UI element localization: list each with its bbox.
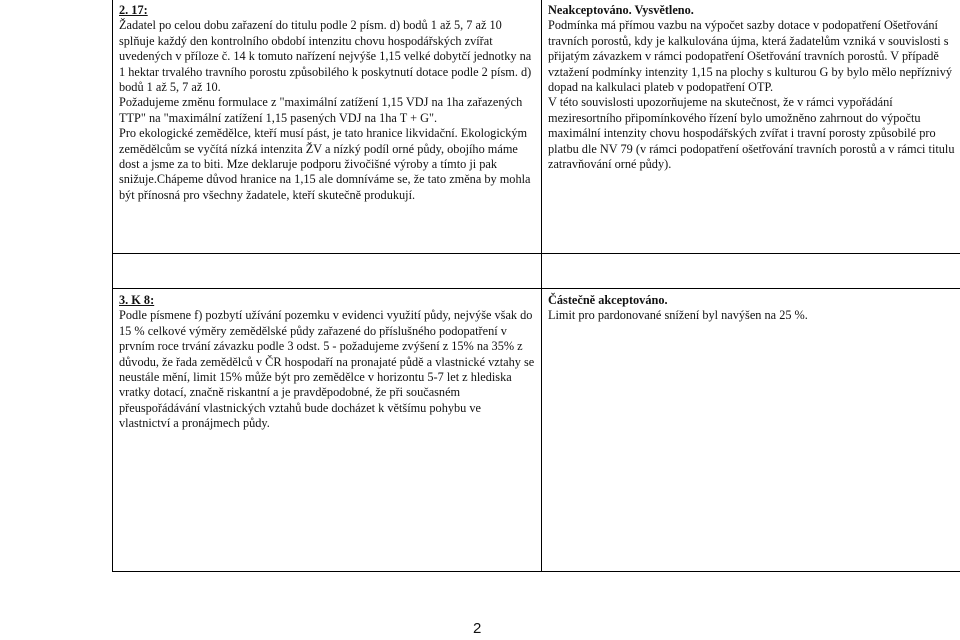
comment-paragraph: Podle písmene f) pozbytí užívání pozemku v evidenci využití půdy, nejvýše však do 15 % celkové výměry zemědělské půdy zařazené do příslušného podopatření v prvním roce trvání závazku podle 3 odst. 5 - požadujeme zvýšení z 15% na 35% z důvodu, že řada zemědělců v ČR hospodaří na pronajaté půdě a vlastnické vztahy se neustále mění, limit 15% může být pro zemědělce v horizontu 5-7 let z hlediska vratky dotací, značně riskantní a je pravděpodobné, že při současném přeuspořádávání vlastnických vztahů bude docházet k většímu pohybu ve vlastnictví a pronájmech půdy. [119, 308, 535, 431]
page-number: 2 [473, 620, 482, 637]
response-paragraph: Podmínka má přímou vazbu na výpočet sazby dotace v podopatření Ošetřování travních porostů, kdy je kalkulována újma, která žadatelům vzniká v souvislosti s přijatým závazkem v rámci podopatření Ošetřování travních porostů. V případě vztažení podmínky intenzity 1,15 na plochy s kulturou G by bylo mělo nepříznivý dopad na kalkulaci plateb v podopatření OTP. [548, 18, 953, 95]
response-paragraph: Limit pro pardonované snížení byl navýšen na 25 %. [548, 308, 808, 323]
comment-paragraph: Požadujeme změnu formulace z "maximální zatížení 1,15 VDJ na 1ha zařazených TTP" na "maximální zatížení 1,15 pasených VDJ na 1ha T + G". [119, 95, 523, 125]
comment-cell [113, 289, 542, 572]
comment-paragraph: Pro ekologické zemědělce, kteří musí pást, je tato hranice likvidační. Ekologickým zemědělcům se vyčítá nízká intenzita ŽV a nízký podíl orné půdy, obojího máme dost a jsme za to biti. Mze deklaruje podporu živočišné výroby a tímto ji pak snižuje.Chápeme důvod hranice na 1,15 ale domníváme se, že tato změna by mohla být přínosná pro všechny žadatele, kteří skutečně produkují. [119, 126, 531, 202]
response-cell [542, 289, 960, 572]
spacer-row [113, 254, 960, 289]
table-row [113, 289, 960, 572]
comments-table [112, 0, 960, 572]
comment-header: 2. 17: [119, 3, 148, 17]
response-cell [542, 0, 960, 254]
comment-cell [113, 0, 542, 254]
response-paragraph: V této souvislosti upozorňujeme na skutečnost, že v rámci vypořádání meziresortního připomínkového řízení bylo umožněno zahrnout do výpočtu maximální intenzity chovu hospodářských zvířat i travní porosty způsobilé pro platbu dle NV 79 (v rámci podopatření ošetřování travních porostů a v rámci titulu zatravňování orné půdy). [548, 95, 955, 172]
comment-paragraph: Žadatel po celou dobu zařazení do titulu podle 2 písm. d) bodů 1 až 5, 7 až 10 splňuje každý den kontrolního období intenzitu chovu hospodářských zvířat uvedených v příloze č. 14 k tomuto nařízení nejvýše 1,15 velké dobytčí jednotky na 1 hektar trvalého travního porostu způsobilého k poskytnutí dotace podle 2 písm. d) bodů 1 až 5, 7 až 10. [119, 18, 532, 95]
response-header: Neakceptováno. Vysvětleno. [548, 3, 694, 17]
comment-header: 3. K 8: [119, 293, 155, 307]
table-row [113, 0, 960, 254]
response-header: Částečně akceptováno. [548, 293, 668, 307]
